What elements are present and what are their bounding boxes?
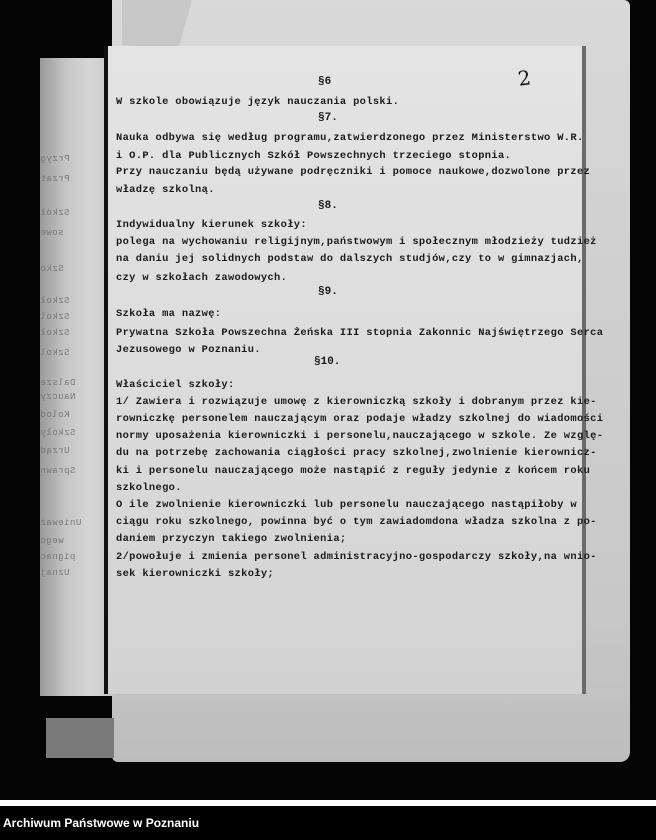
mirrored-text-fragment: Kolod [40,410,70,420]
mirrored-text-fragment: Szkół [40,208,70,218]
text-line: du na potrzebę zachowania ciągłości pracy szkolnej,zwolnienie kierownicz- [116,447,597,459]
text-line: W szkole obowiązuje język nauczania polski. [116,96,400,108]
mirrored-text-fragment: sowe [40,228,64,238]
mirrored-text-fragment: Przyg [40,154,70,164]
text-line: polega na wychowaniu religijnym,państwowym i społecznym młodzieży tudzież [116,236,597,248]
text-line: Prywatna Szkoła Powszechna Żeńska III stopnia Zakonnic Najświętrzego Serca [116,327,604,339]
text-line: 1/ Zawiera i rozwiązuje umowę z kierowniczką szkoły i dobranym przez kie- [116,396,597,408]
mirrored-text-fragment: Nauczy [40,392,76,402]
text-line: Jezusowego w Poznaniu. [116,344,261,356]
text-line: O ile zwolnienie kierowniczki lub personelu nauczającego nastąpiłoby w [116,499,577,511]
text-line: szkolnego. [116,482,182,494]
mirrored-text-fragment: Uznaj [40,568,70,578]
mirrored-text-fragment: pignac [40,552,76,562]
mirrored-text-fragment: Szkoł [40,328,70,338]
text-line: i O.P. dla Publicznych Szkół Powszechnych trzeciego stopnia. [116,150,512,162]
text-line: ki i personelu nauczającego może nastąpić z reguły jedynie z końcem roku [116,465,591,477]
mirrored-text-fragment: Szkó [40,264,64,274]
archive-name: Archiwum Państwowe w Poznaniu [3,816,200,830]
text-line: władzę szkolną. [116,184,215,196]
mirrored-text-fragment: Dalsze [40,378,76,388]
text-line: 2/powołuje i zmienia personel administracyjno-gospodarczy szkoły,na wnio- [116,551,597,563]
text-line: czy w szkołach zawodowych. [116,272,288,284]
document-page [108,46,604,694]
text-line: ciągu roku szkolnego, powinna być o tym zawiadomdona władza szkolna z po- [116,516,597,528]
section-heading: §9. [318,286,338,298]
section-heading: §7. [318,112,338,124]
mirrored-text-fragment: Szkoły [40,428,76,438]
text-line: daniem przyczyn takiego zwolnienia; [116,533,347,545]
mirrored-text-fragment: Szkol [40,348,70,358]
text-line: Szkoła ma nazwę: [116,308,222,320]
footer [0,806,656,840]
mirrored-text-fragment: Szkoł [40,296,70,306]
mirrored-text-fragment: wego [40,536,64,546]
mirrored-text-fragment: Szkol [40,312,70,322]
section-heading: §6 [318,76,332,88]
text-line: rowniczkę personelem nauczającym oraz podaje władzy szkolnej do wiadomości [116,413,604,425]
mirrored-text-fragment: Sprawn [40,466,76,476]
section-heading: §10. [314,356,341,368]
page-number: 2 [516,65,533,91]
text-line: sek kierowniczki szkoły; [116,568,275,580]
section-heading: §8. [318,200,338,212]
text-line: Indywidualny kierunek szkoły: [116,219,307,231]
text-line: Nauka odbywa się według programu,zatwierdzonego przez Ministerstwo W.R. [116,132,584,144]
mirrored-text-fragment: Urząd [40,446,70,456]
text-line: normy uposażenia kierowniczki i personelu,nauczającego w szkole. Ze wzglę- [116,430,604,442]
text-line: Właściciel szkoły: [116,379,235,391]
mirrored-text-fragment: Unieważ [40,518,82,528]
text-line: Przy nauczaniu będą używane podręczniki i pomoce naukowe,dozwolone przez [116,166,591,178]
torn-corner [122,0,192,50]
left-sheet-stub [46,718,114,758]
text-line: na daniu jej solidnych podstaw do dalszych studjów,czy to w gimnazjach, [116,253,584,265]
mirrored-text-fragment: Przat [40,174,70,184]
